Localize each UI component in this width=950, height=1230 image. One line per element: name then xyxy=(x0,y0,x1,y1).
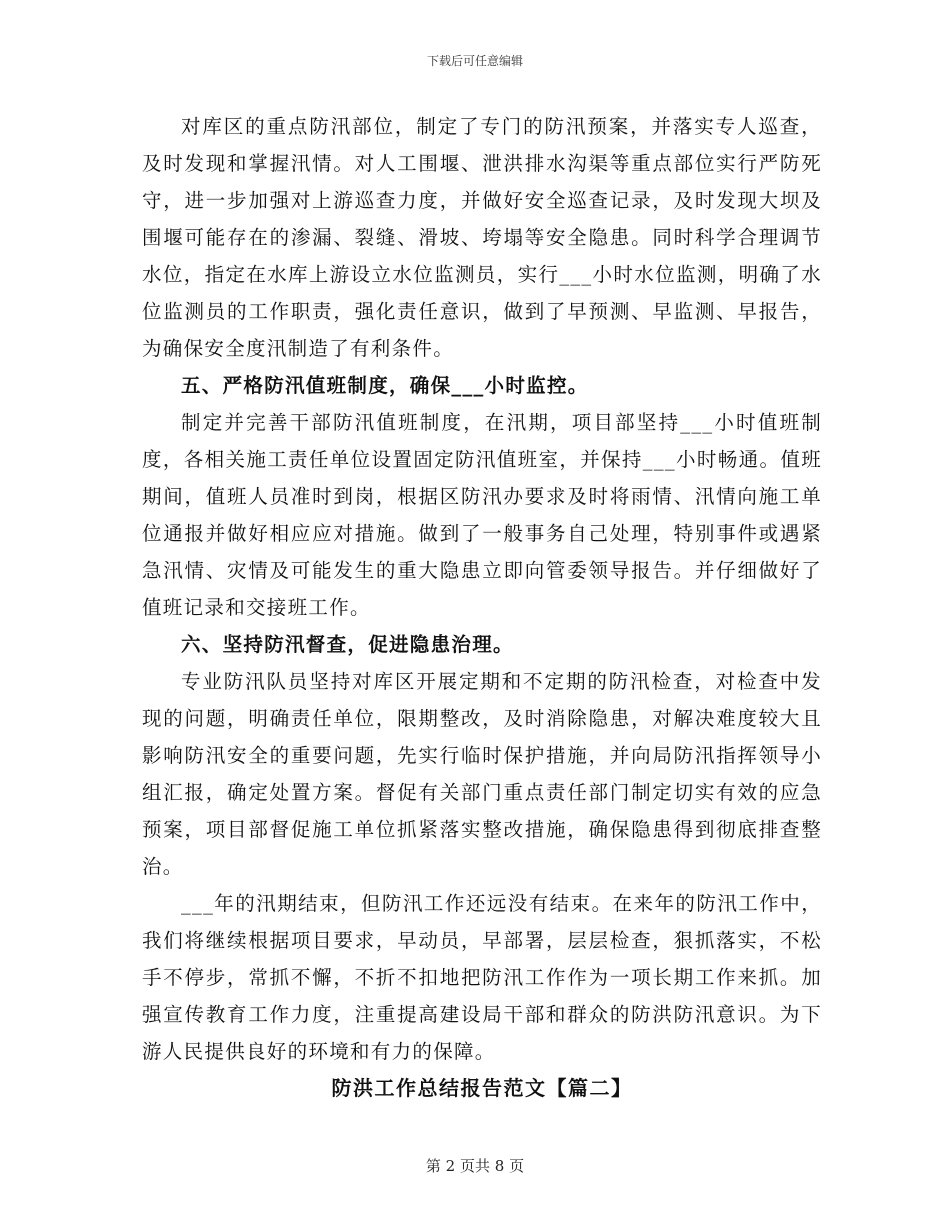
paragraph-conclusion: ___年的汛期结束，但防汛工作还远没有结束。在来年的防汛工作中，我们将继续根据项目要求，早动员，早部署，层层检查，狠抓落实，不松手不停步，常抓不懈，不折不扣地把防汛工作作为一项长期工作来抓。加强宣传教育工作力度，注重提高建设局干部和群众的防洪防汛意识。为下游人民提供良好的环境和有力的保障。 xyxy=(142,892,822,1063)
page-number: 第 2 页共 8 页 xyxy=(425,1157,525,1175)
paragraph-inspection: 专业防汛队员坚持对库区开展定期和不定期的防汛检查，对检查中发现的问题，明确责任单位，限期整改，及时消除隐患，对解决难度较大且影响防汛安全的重要问题，先实行临时保护措施，并向局防汛指挥领导小组汇报，确定处置方案。督促有关部门重点责任部门制定切实有效的应急预案，项目部督促施工单位抓紧落实整改措施，确保隐患得到彻底排查整治。 xyxy=(142,670,822,878)
page-header-note: 下载后可任意编辑 xyxy=(426,54,523,68)
section-title-part-two: 防洪工作总结报告范文【篇二】 xyxy=(331,1076,633,1100)
heading-duty-system: 五、严格防汛值班制度，确保___小时监控。 xyxy=(181,374,589,397)
paragraph-reservoir-inspection: 对库区的重点防汛部位，制定了专门的防汛预案，并落实专人巡查，及时发现和掌握汛情。对人工围堰、泄洪排水沟渠等重点部位实行严防死守，进一步加强对上游巡查力度，并做好安全巡查记录，及时发现大坝及围堰可能存在的渗漏、裂缝、滑坡、垮塌等安全隐患。同时科学合理调节水位，指定在水库上游设立水位监测员，实行___小时水位监测，明确了水位监测员的工作职责，强化责任意识，做到了早预测、早监测、早报告，为确保安全度汛制造了有利条件。 xyxy=(142,115,822,360)
heading-inspection: 六、坚持防汛督查，促进隐患治理。 xyxy=(181,633,514,656)
document-body xyxy=(142,108,822,1107)
paragraph-duty-system: 制定并完善干部防汛值班制度，在汛期，项目部坚持___小时值班制度，各相关施工责任单位设置固定防汛值班室，并保持___小时畅通。值班期间，值班人员准时到岗，根据区防汛办要求及时将雨情、汛情向施工单位通报并做好相应应对措施。做到了一般事务自己处理，特别事件或遇紧急汛情、灾情及可能发生的重大隐患立即向管委领导报告。并仔细做好了值班记录和交接班工作。 xyxy=(142,411,822,619)
